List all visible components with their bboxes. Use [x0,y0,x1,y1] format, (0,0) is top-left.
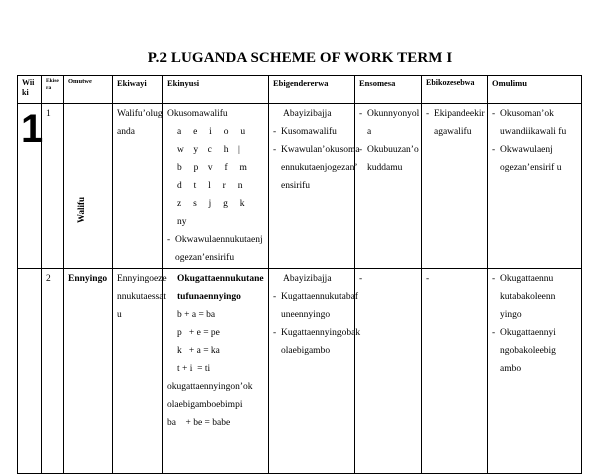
subtopic-cell: Ennyingoeze nnukutaessat u [113,269,163,474]
activity-item: - Okwawulaenj ogezan’ensirif u [492,141,577,177]
week-cell [18,104,42,269]
letter-row: ny [177,217,187,227]
header-wiiki: Wii ki [18,76,42,104]
subtopic-cell: Walifu’olug anda [113,104,163,269]
content-note: okugattaennyingon’ok olaebigamboebimpi [167,382,253,410]
content-title: Okugattaennukutane tufunaennyingo [177,274,264,302]
period-cell: 2 [42,269,64,474]
content-cell [163,104,269,269]
period-cell: 1 [42,104,64,269]
content-item: - Okwawulaennukutaenj ogezan’ensirifu [167,231,264,267]
header-ekisera: Ekise ra [42,76,64,104]
week-number: 1 [21,107,44,151]
header-ensomesa: Ensomesa [355,76,422,104]
objective-item: - Kugattaennyingobak olaebigambo [273,324,350,360]
objectives-title: Abayizibajja [283,274,332,284]
activities-cell [488,269,582,474]
method-item: - Okunnyonyol a [359,105,417,141]
objective-item: - Kwawulan’okusoma ennukutaenjogezan’ ensirifu [273,141,350,195]
topic-label: Walifu [76,196,86,223]
document-title: P.2 LUGANDA SCHEME OF WORK TERM I [147,50,453,66]
example-row: b + a = ba [177,310,216,320]
letter-row: d t l r n [177,181,243,191]
objectives-cell [269,269,361,474]
header-ebigendererwa: Ebigendererwa [269,76,355,104]
example-row: k + a = ka [177,346,220,356]
topic-cell [64,104,113,269]
objective-item: - Kusomawalifu [273,123,350,141]
objectives-title: Abayizibajja [283,109,332,119]
table-row [18,104,582,269]
materials-cell: - [422,269,488,474]
material-item: - Ekipandeekir agawalifu [426,105,483,141]
week-cell [18,269,42,474]
objectives-cell [269,104,360,269]
header-row [18,76,582,104]
letter-row: a e i o u [177,127,246,137]
methods-cell [355,104,422,269]
content-title: Okusomawalifu [167,109,228,119]
scheme-table [17,75,582,474]
example-row: ba + be = babe [167,418,231,428]
header-ekiwayi: Ekiwayi [113,76,163,104]
header-ekinyusi: Ekinyusi [163,76,269,104]
example-row: p + e = pe [177,328,220,338]
methods-cell: - [355,269,422,474]
table-row [18,269,582,474]
activity-item: - Okusoman’ok uwandiikawali fu [492,105,577,141]
header-omutwe: Omutwe [64,76,113,104]
header-omulimu: Omulimu [488,76,582,104]
header-ebikozesebwa: Ebikozesebwa [422,76,488,104]
activity-item: - Okugattaennu kutabakoleenn yingo [492,270,577,324]
letter-row: z s j g k [177,199,245,209]
letter-row: w y c h | [177,145,240,155]
materials-cell [422,104,488,269]
topic-cell: Ennyingo [64,269,113,474]
letter-row: b p v f m [177,163,247,173]
objective-item: - Kugattaennukutabaf uneennyingo [273,288,350,324]
method-item: - Okubuuzan’o kuddamu [359,141,417,177]
content-cell [163,269,269,474]
activity-item: - Okugattaennyi ngobakoleebig ambo [492,324,577,378]
example-row: t + i = ti [177,364,211,374]
activities-cell [488,104,582,269]
